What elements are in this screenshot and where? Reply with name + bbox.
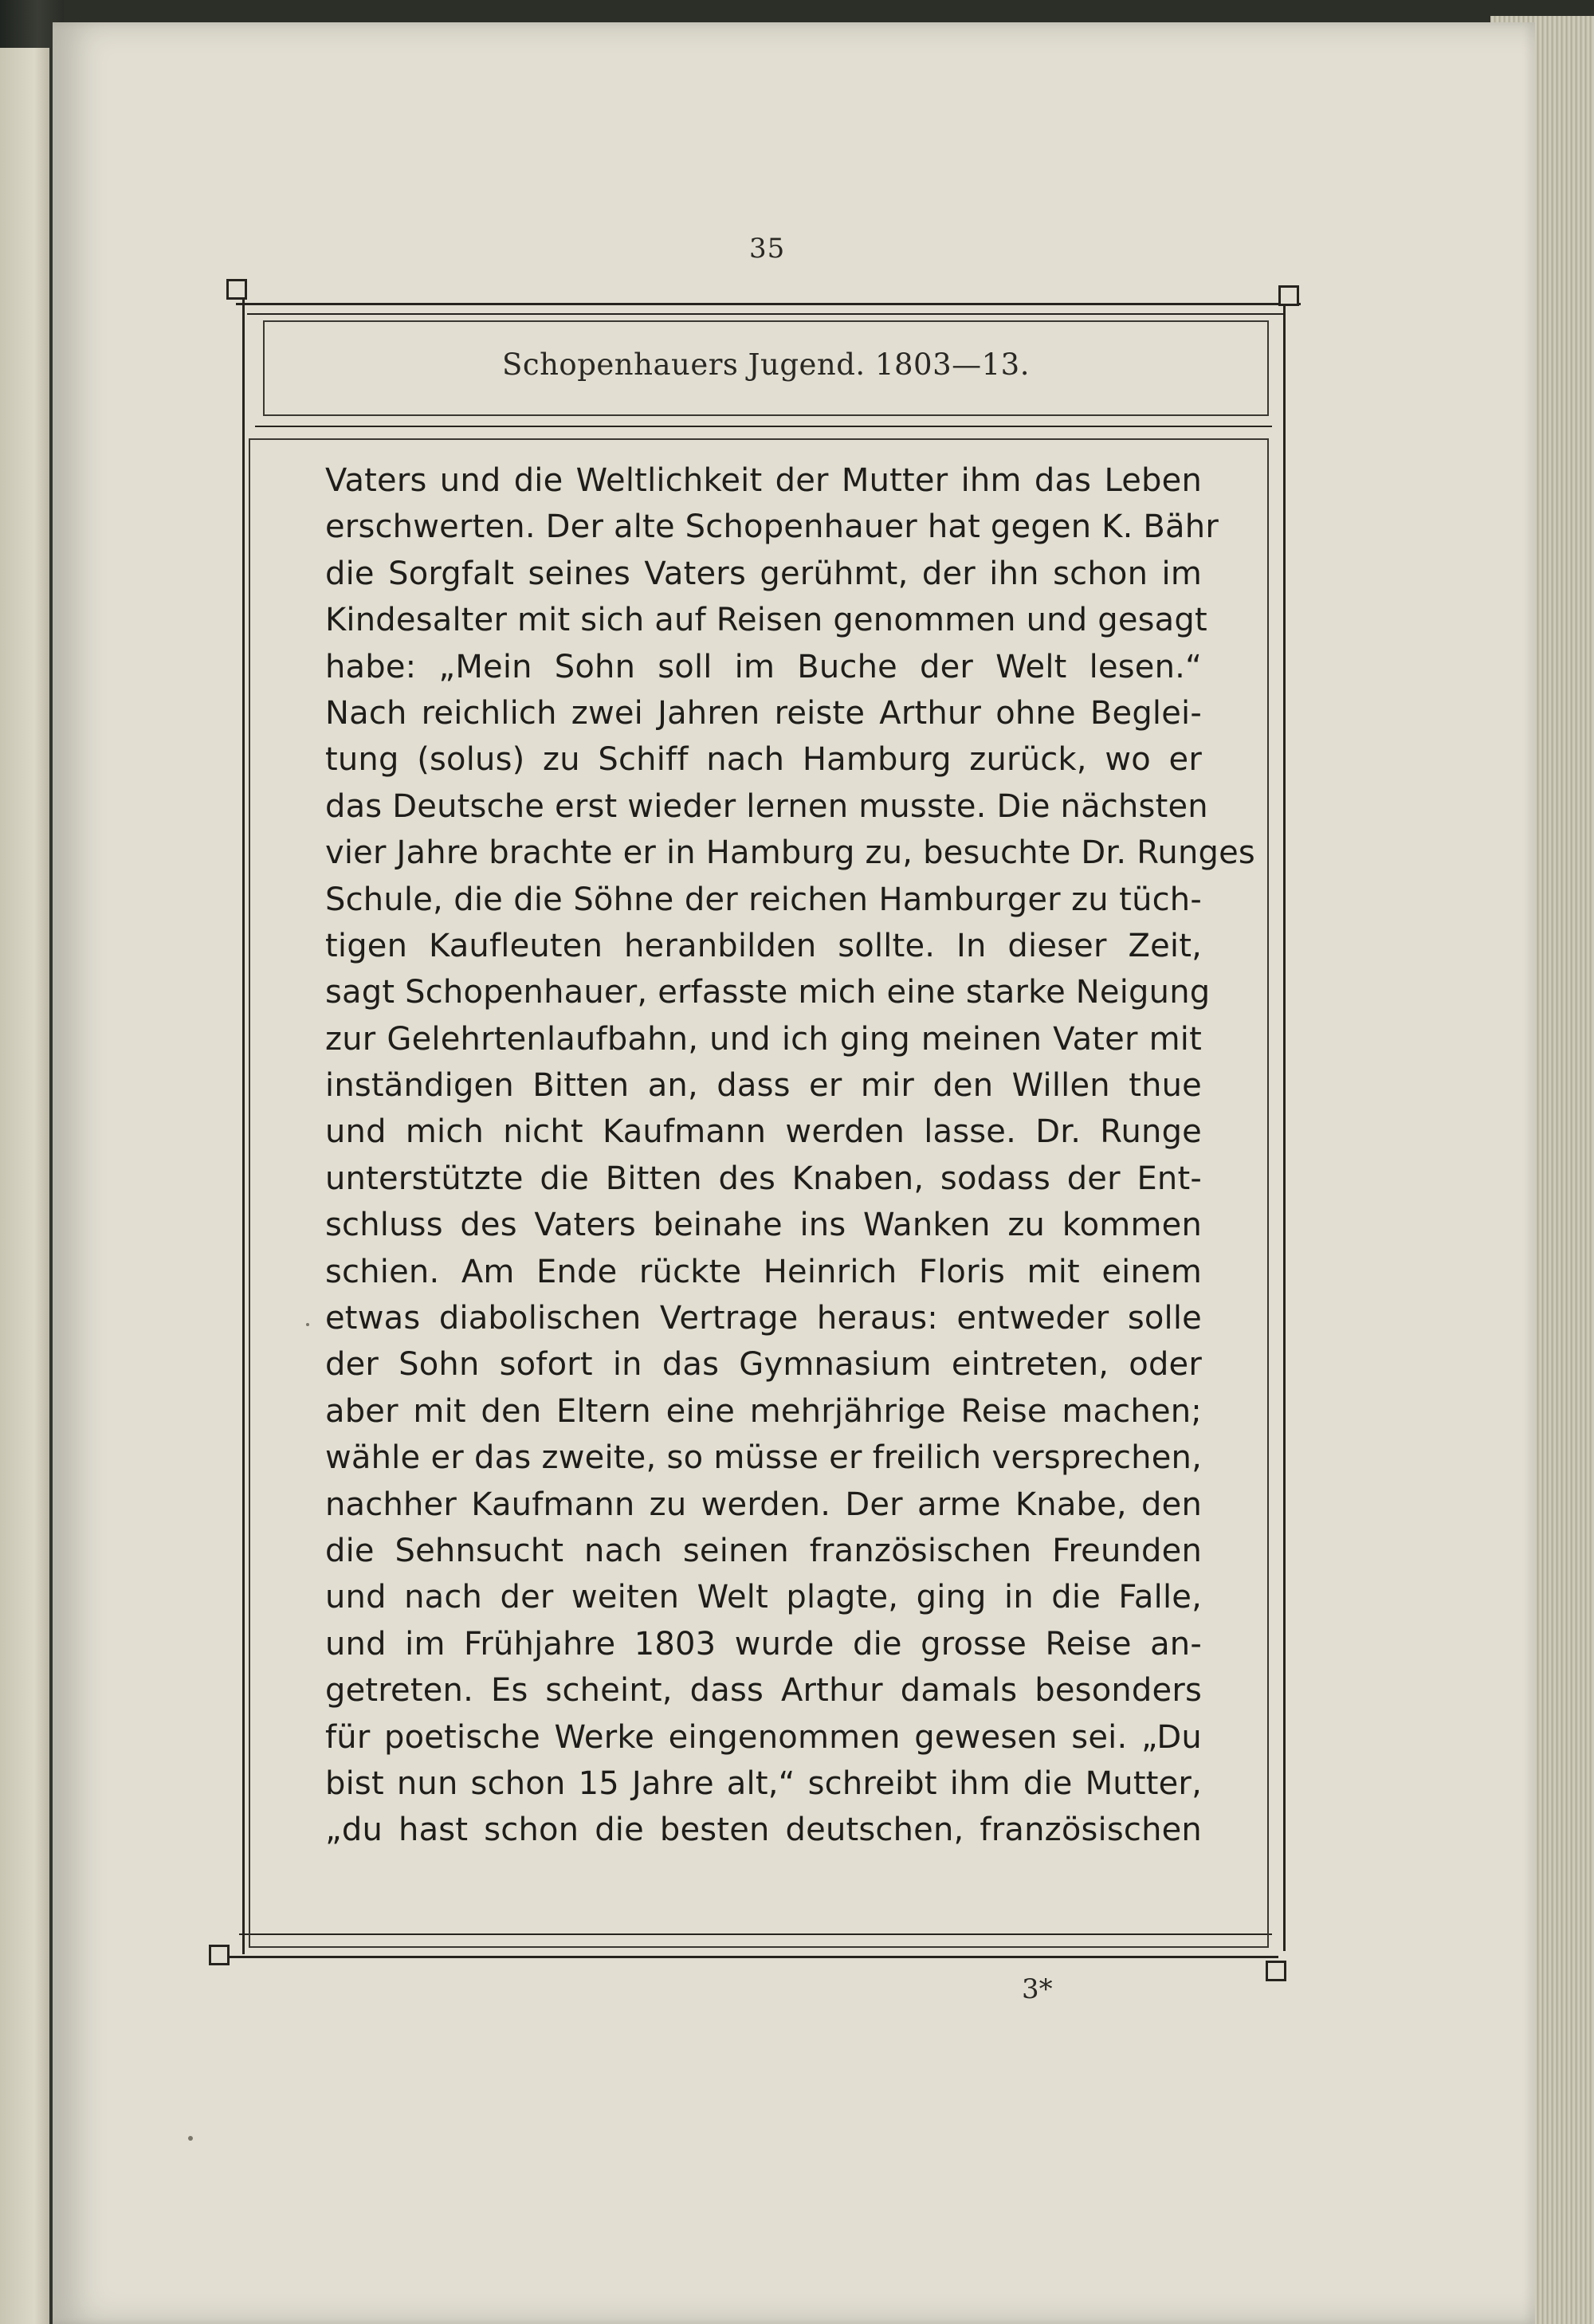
text-line: die Sehnsucht nach seinen französischen Freunden <box>325 1532 1202 1569</box>
text-line: für poetische Werke eingenommen gewesen sei. „Du <box>325 1718 1202 1756</box>
text-line: bist nun schon 15 Jahre alt,“ schreibt ihm die Mutter, <box>325 1765 1202 1802</box>
text-line: und nach der weiten Welt plagte, ging in die Falle, <box>325 1579 1202 1616</box>
text-line: Kindesalter mit sich auf Reisen genommen und gesagt <box>325 602 1207 639</box>
text-line: Vaters und die Weltlichkeit der Mutter ihm das Leben <box>325 462 1202 499</box>
header-separator <box>255 426 1272 427</box>
frame-bottom-line <box>225 1956 1278 1958</box>
text-line: das Deutsche erst wieder lernen musste. Die nächsten <box>325 787 1208 825</box>
text-line: unterstützte die Bitten des Knaben, sodass der Ent- <box>325 1160 1202 1197</box>
text-line: inständigen Bitten an, dass er mir den Willen thue <box>325 1067 1202 1105</box>
text-line: zur Gelehrtenlaufbahn, und ich ging meinen Vater mit <box>325 1020 1202 1058</box>
text-line: und im Frühjahre 1803 wurde die grosse Reise an- <box>325 1625 1202 1663</box>
text-line: schien. Am Ende rückte Heinrich Floris mit einem <box>325 1253 1202 1290</box>
text-line: getreten. Es scheint, dass Arthur damals besonders <box>325 1672 1202 1710</box>
frame-corner-top-left <box>226 279 247 300</box>
frame-corner-bottom-left <box>209 1945 230 1965</box>
text-line: tigen Kaufleuten heranbilden sollte. In dieser Zeit, <box>325 927 1202 964</box>
running-head-box <box>263 320 1269 416</box>
text-line: der Sohn sofort in das Gymnasium eintreten, oder <box>325 1346 1202 1384</box>
signature-mark: 3* <box>1022 1973 1053 2005</box>
facing-page-edge <box>0 48 49 2324</box>
text-line: erschwerten. Der alte Schopenhauer hat gegen K. Bähr <box>325 508 1219 546</box>
frame-left-line <box>242 296 245 1954</box>
body-text <box>325 457 1255 1854</box>
text-line: Nach reichlich zwei Jahren reiste Arthur ohne Beglei- <box>325 694 1202 732</box>
text-line: nachher Kaufmann zu werden. Der arme Knabe, den <box>325 1486 1202 1523</box>
text-line: etwas diabolischen Vertrage heraus: entweder solle <box>325 1300 1202 1337</box>
text-line: wähle er das zweite, so müsse er freilich versprechen, <box>325 1439 1202 1477</box>
text-line: schluss des Vaters beinahe ins Wanken zu kommen <box>325 1207 1202 1244</box>
text-line: „du hast schon die besten deutschen, französischen <box>325 1812 1202 1849</box>
paper-speck <box>306 1323 309 1326</box>
frame-corner-top-right <box>1278 285 1299 306</box>
frame-corner-bottom-right <box>1266 1961 1286 1981</box>
text-line: habe: „Mein Sohn soll im Buche der Welt lesen.“ <box>325 648 1202 685</box>
text-line: die Sorgfalt seines Vaters gerühmt, der ihn schon im <box>325 555 1202 592</box>
paper-speck <box>188 2136 193 2141</box>
frame-top-line <box>236 303 1301 305</box>
frame-top-line-inner <box>247 313 1283 315</box>
text-line: tung (solus) zu Schiff nach Hamburg zurück, wo er <box>325 741 1202 779</box>
text-line: und mich nicht Kaufmann werden lasse. Dr. Runge <box>325 1113 1202 1151</box>
page-number: 35 <box>749 233 786 265</box>
text-line: Schule, die die Söhne der reichen Hamburger zu tüch- <box>325 881 1202 918</box>
text-line: sagt Schopenhauer, erfasste mich eine starke Neigung <box>325 974 1211 1011</box>
text-line: vier Jahre brachte er in Hamburg zu, besuchte Dr. Runges <box>325 834 1255 872</box>
running-head: Schopenhauers Jugend. 1803—13. <box>502 347 1030 382</box>
frame-right-line <box>1283 301 1286 1951</box>
text-line: aber mit den Eltern eine mehrjährige Reise machen; <box>325 1392 1202 1430</box>
